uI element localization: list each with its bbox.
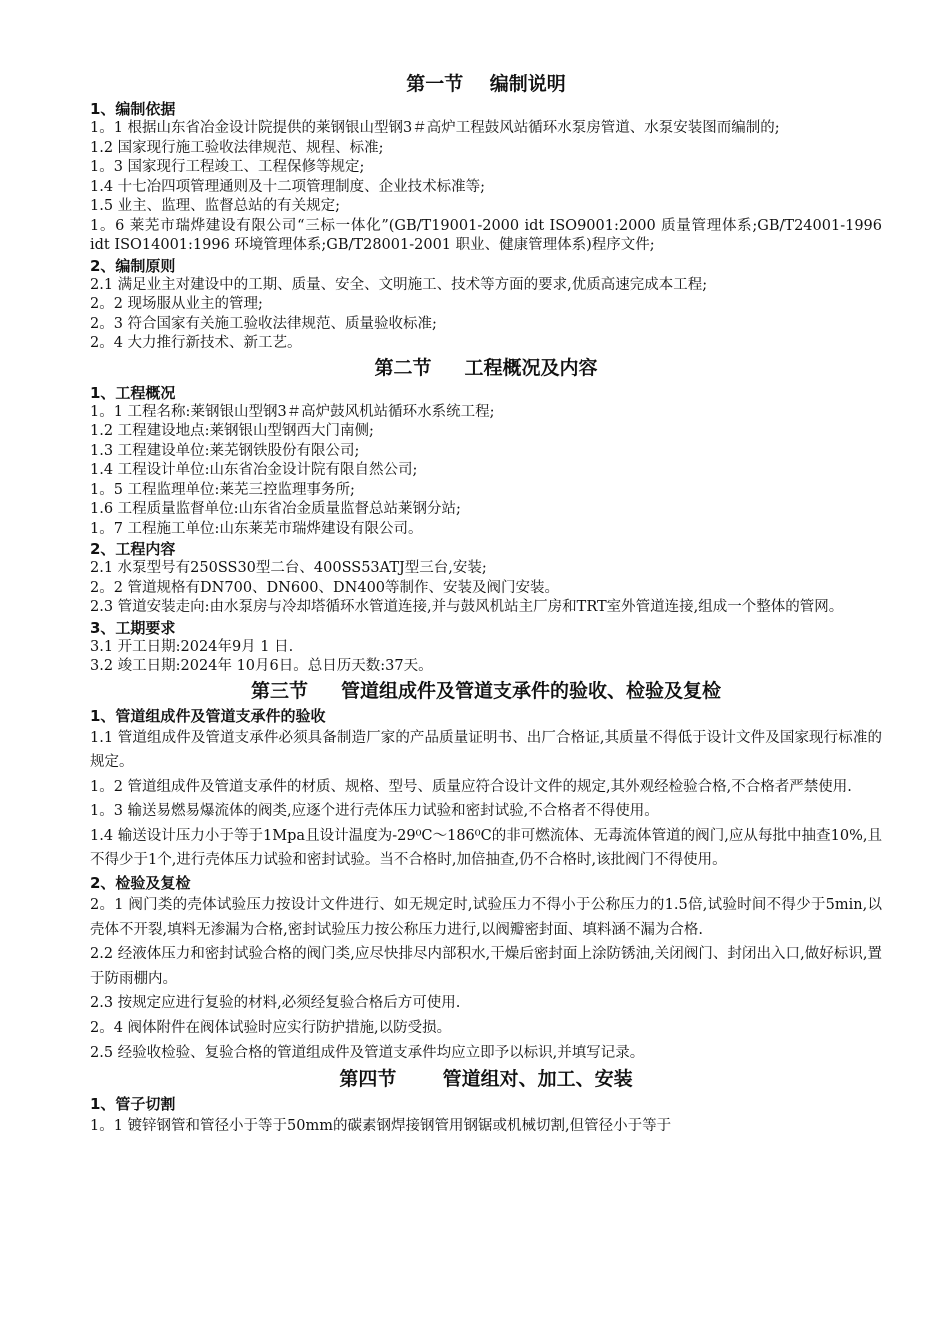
- section-title: 第一节 编制说明: [406, 73, 566, 95]
- paragraph: 3.2 竣工日期:2024年 10月6日。总日历天数:37天。: [90, 658, 433, 674]
- subsection-heading: 1、管道组成件及管道支承件的验收: [90, 706, 326, 725]
- paragraph: 1.4 工程设计单位:山东省冶金设计院有限自然公司;: [90, 462, 418, 478]
- paragraph: 2.1 满足业主对建设中的工期、质量、安全、文明施工、技术等方面的要求,优质高速完成本工程;: [90, 276, 708, 293]
- paragraph: 1.4 十七冶四项管理通则及十二项管理制度、企业技术标准等;: [90, 178, 486, 195]
- paragraph: 1。2 管道组成件及管道支承件的材质、规格、型号、质量应符合设计文件的规定,其外观经检验合格,不合格者严禁使用.: [90, 778, 852, 795]
- paragraph: 1.2 工程建设地点:莱钢银山型钢西大门南侧;: [90, 423, 374, 439]
- document-page: [90, 70, 882, 1139]
- subsection-heading: 1、编制依据: [90, 100, 176, 118]
- section-title: 第三节 管道组成件及管道支承件的验收、检验及复检: [250, 679, 722, 702]
- paragraph: 1。3 国家现行工程竣工、工程保修等规定;: [90, 159, 365, 175]
- paragraph: 2.3 按规定应进行复验的材料,必须经复验合格后方可使用.: [90, 995, 461, 1012]
- paragraph: 2.5 经验收检验、复验合格的管道组成件及管道支承件均应立即予以标识,并填写记录。: [90, 1044, 645, 1061]
- paragraph: 1.6 工程质量监督单位:山东省冶金质量监督总站莱钢分站;: [90, 501, 461, 517]
- paragraph: 1.5 业主、监理、监督总站的有关规定;: [90, 198, 341, 214]
- paragraph: 1.3 工程建设单位:莱芜钢铁股份有限公司;: [90, 442, 360, 459]
- subsection-heading: 1、工程概况: [90, 383, 176, 402]
- paragraph: 1.2 国家现行施工验收法律规范、规程、标准;: [90, 139, 384, 156]
- paragraph: 2。1 阀门类的壳体试验压力按设计文件进行、如无规定时,试验压力不得小于公称压力的1.5倍,试验时间不得少于5min,以壳体不开裂,填料无渗漏为合格,密封试验压力按公称压力进行,以阀瓣密封面、填料涵不漏为合格.: [90, 897, 882, 938]
- paragraph: 2。3 符合国家有关施工验收法律规范、质量验收标准;: [90, 315, 437, 332]
- section-title: 第二节 工程概况及内容: [374, 356, 598, 379]
- paragraph: 1。1 工程名称:莱钢银山型钢3＃高炉鼓风机站循环水系统工程;: [90, 403, 495, 420]
- subsection-heading: 3、工期要求: [90, 618, 176, 637]
- paragraph: 1.1 管道组成件及管道支承件必须具备制造厂家的产品质量证明书、出厂合格证,其质量不得低于设计文件及国家现行标准的规定。: [90, 729, 882, 771]
- paragraph: 2.1 水泵型号有250SS30型二台、400SS53ATJ型三台,安装;: [90, 560, 487, 576]
- paragraph: 2。2 现场服从业主的管理;: [90, 296, 263, 312]
- subsection-heading: 2、编制原则: [90, 256, 176, 275]
- paragraph: 2。2 管道规格有DN700、DN600、DN400等制作、安装及阀门安装。: [90, 579, 560, 596]
- paragraph: 2.3 管道安装走向:由水泵房与冷却塔循环水管道连接,并与鼓风机站主厂房和TRT室外管道连接,组成一个整体的管网。: [90, 599, 844, 615]
- subsection-heading: 2、检验及复检: [90, 874, 191, 893]
- paragraph: 2.2 经液体压力和密封试验合格的阀门类,应尽快排尽内部积水,干燥后密封面上涂防锈油,关闭阀门、封闭出入口,做好标识,置于防雨棚内。: [90, 946, 882, 987]
- paragraph: 1。1 根据山东省冶金设计院提供的莱钢银山型钢3＃高炉工程鼓风站循环水泵房管道、水泵安装图而编制的;: [90, 120, 780, 136]
- section-title: 第四节 管道组对、加工、安装: [339, 1068, 633, 1091]
- paragraph: 1.4 输送设计压力小于等于1Mpa且设计温度为-29⁰C～186⁰C的非可燃流体、无毒流体管道的阀门,应从每批中抽查10%,且不得少于1个,进行壳体压力试验和密封试验。当不合格时,加倍抽查,仍不合格时,该批阀门不得使用。: [90, 827, 882, 869]
- subsection-heading: 1、管子切割: [90, 1095, 176, 1114]
- paragraph: 2。4 阀体附件在阀体试验时应实行防护措施,以防受损。: [90, 1020, 452, 1037]
- paragraph: 1。3 输送易燃易爆流体的阀类,应逐个进行壳体压力试验和密封试验,不合格者不得使用。: [90, 803, 659, 820]
- paragraph: 1。5 工程监理单位:莱芜三控监理事务所;: [90, 481, 355, 498]
- paragraph: 1。7 工程施工单位:山东莱芜市瑞烨建设有限公司。: [90, 520, 423, 537]
- paragraph: 1。1 镀锌钢管和管径小于等于50mm的碳素钢焊接钢管用钢锯或机械切割,但管径小于等于: [90, 1118, 672, 1135]
- paragraph: 3.1 开工日期:2024年9月 1 日.: [90, 638, 294, 655]
- paragraph: 1。6 莱芜市瑞烨建设有限公司“三标一体化”(GB/T19001-2000 idt ISO9001:2000 质量管理体系;GB/T24001-1996 idt ISO14001:1996 环境管理体系;GB/T28001-2001 职业、健康管理体系)程序文件;: [90, 217, 882, 253]
- paragraph: 2。4 大力推行新技术、新工艺。: [90, 335, 302, 351]
- subsection-heading: 2、工程内容: [90, 540, 176, 558]
